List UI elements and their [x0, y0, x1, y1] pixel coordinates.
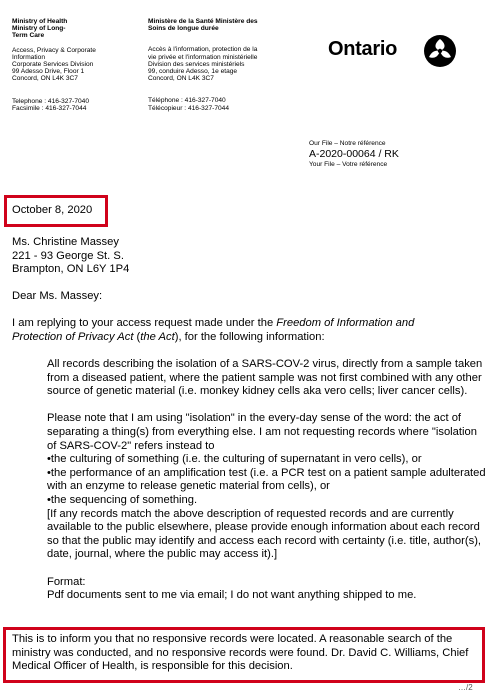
format-label: Format:	[47, 575, 86, 588]
act-name: Freedom of Information and Protection of Privacy Act	[12, 317, 415, 343]
ontario-logo	[328, 34, 463, 68]
intro-text-1: I am replying to your access request made under the	[12, 317, 277, 329]
branch-en-2: Information	[12, 53, 45, 61]
address-line-2: 221 - 93 George St. S.	[12, 249, 124, 262]
response-paragraph: This is to inform you that no responsive records were located. A reasonable search of the ministry was conducted, and no responsive records were found. Dr. David C. Williams, Chief Medical Officer of Health, is responsible for this decision.	[12, 633, 469, 673]
recipient-address	[12, 236, 129, 277]
address-line-3: Brampton, ON L6Y 1P4	[12, 263, 130, 276]
branch-en-1: Access, Privacy & Corporate	[12, 46, 96, 54]
letter-date: October 8, 2020	[12, 204, 93, 216]
address-line-1: Ms. Christine Massey	[12, 236, 119, 248]
act-short-name: the Act	[140, 330, 175, 343]
branch-fr-3: Division des services ministériels	[148, 60, 245, 68]
ministry-name-en-3: Term Care	[12, 32, 45, 40]
branch-fr-2: vie privée et l'information ministérielle	[148, 53, 258, 61]
ontario-wordmark: Ontario	[328, 38, 398, 60]
header-french	[148, 18, 298, 112]
intro-text-2: (	[133, 330, 141, 343]
trillium-icon	[423, 34, 457, 68]
request-quote	[47, 358, 487, 603]
branch-en-5: Concord, ON L4K 3C7	[12, 75, 78, 83]
request-public-records-note: [If any records match the above description of requested records and are currently available to the public elsewhere, please provide enough information about each record so that the public may identify and access each record with certainty (i.e. title, author(s), date, journal, where the public may access it).]	[47, 507, 482, 561]
fax-en: Facsimile : 416-327-7044	[12, 104, 87, 112]
our-file-number: A-2020-00064 / RK	[309, 148, 399, 160]
ministry-name-fr-2: Soins de longue durée	[148, 25, 219, 33]
our-file-label: Our File – Notre référence	[309, 140, 386, 147]
page-continuation-marker: …/2	[458, 683, 473, 692]
file-references	[309, 140, 489, 169]
your-file-label: Your File – Votre référence	[309, 161, 388, 168]
request-para2-line-1: Please note that I am using "isolation" in the every-day sense of the word: the act of separating a thing(s) from everything else. I am not requesting records where "isolation of SARS-COV-2" refers instead to	[47, 412, 477, 452]
format-value: Pdf documents sent to me via email; I do not want anything shipped to me.	[47, 589, 417, 602]
branch-en-3: Corporate Services Division	[12, 61, 94, 69]
ministry-name-fr-1: Ministère de la Santé Ministère des	[148, 18, 258, 25]
request-bullet-amplification: •the performance of an amplification test (i.e. a PCR test on a patient sample adulterated with an enzyme to release genetic material from cells), or	[47, 466, 486, 493]
phone-en: Telephone : 416-327-7040	[12, 97, 89, 105]
intro-text-3: ), for the following information:	[174, 330, 325, 343]
fax-fr: Télécopieur : 416-327-7044	[148, 104, 230, 112]
salutation: Dear Ms. Massey:	[12, 290, 103, 302]
ministry-name-en-2: Ministry of Long-	[12, 25, 66, 33]
ministry-name-en-1: Ministry of Health	[12, 18, 68, 25]
branch-fr-4: 99, conduire Adesso, 1e etage	[148, 68, 238, 76]
intro-paragraph	[12, 317, 464, 344]
request-bullet-culturing: •the culturing of something (i.e. the culturing of supernatant in vero cells), or	[47, 453, 422, 466]
branch-fr-5: Concord, ON L4K 3C7	[148, 75, 214, 83]
request-paragraph-1: All records describing the isolation of a SARS-COV-2 virus, directly from a sample taken from a diseased patient, where the patient sample was not first combined with any other source of genetic material (i.e. monkey kidney cells aka vero cells; liver cancer cells).	[47, 358, 483, 398]
phone-fr: Téléphone : 416-327-7040	[148, 97, 226, 105]
request-bullet-sequencing: •the sequencing of something.	[47, 493, 198, 506]
branch-en-4: 99 Adesso Drive, Floor 1	[12, 68, 85, 76]
header-english	[12, 18, 137, 112]
branch-fr-1: Accès à l'information, protection de la	[148, 46, 258, 54]
